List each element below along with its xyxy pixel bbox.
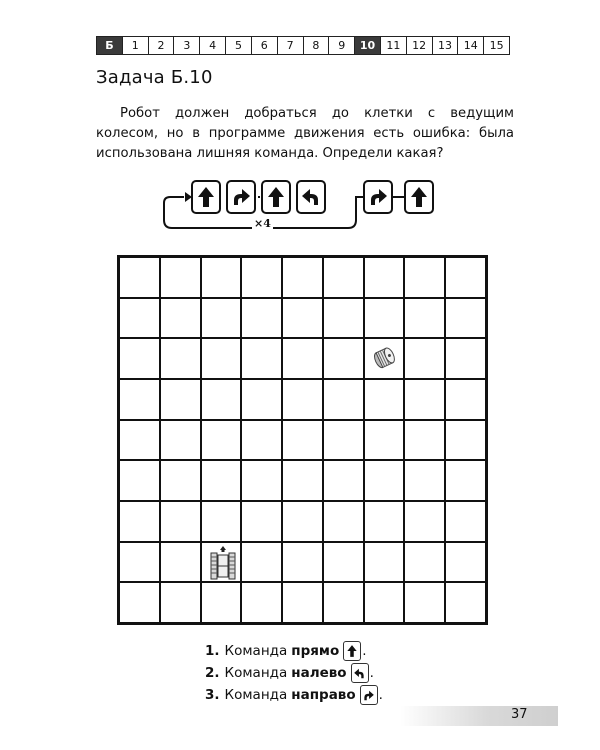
grid-cell: [241, 582, 282, 623]
grid-cell: [160, 460, 201, 501]
nav-item-current[interactable]: 10: [355, 37, 381, 54]
robot-program: [150, 170, 450, 240]
grid-cell: [323, 542, 364, 583]
program-command-right: [226, 180, 256, 214]
grid-cell: [445, 257, 486, 298]
grid-cell: [364, 582, 405, 623]
grid-cell: [119, 501, 160, 542]
right-turn-arrow-icon: [360, 685, 378, 705]
nav-item[interactable]: 5: [226, 37, 252, 54]
grid-cell: [445, 542, 486, 583]
grid-cell: [364, 298, 405, 339]
grid-cell: [160, 542, 201, 583]
option-keyword: направо: [291, 687, 356, 703]
grid-cell: [160, 501, 201, 542]
grid-cell: [282, 582, 323, 623]
grid-cell: [323, 582, 364, 623]
grid-cell: [282, 460, 323, 501]
option-number: 3.: [205, 687, 220, 703]
grid-cell: [201, 257, 242, 298]
robot-field-grid: [117, 255, 488, 625]
grid-cell: [364, 460, 405, 501]
grid-cell: [160, 338, 201, 379]
option-text: Команда: [224, 643, 288, 659]
grid-cell: [241, 338, 282, 379]
program-command-right: [363, 180, 393, 214]
nav-item[interactable]: 1: [123, 37, 149, 54]
grid-cell: [160, 582, 201, 623]
grid-cell: [282, 379, 323, 420]
grid-cell: [119, 582, 160, 623]
option-end: .: [378, 687, 383, 703]
option-number: 1.: [205, 643, 220, 659]
grid-cell: [445, 501, 486, 542]
nav-item[interactable]: 14: [458, 37, 484, 54]
grid-cell: [404, 582, 445, 623]
grid-cell: [241, 379, 282, 420]
nav-item[interactable]: 13: [433, 37, 459, 54]
grid-cell: [404, 257, 445, 298]
nav-item[interactable]: 4: [200, 37, 226, 54]
grid-cell: [364, 501, 405, 542]
grid-cell: [404, 501, 445, 542]
grid-cell: [119, 420, 160, 461]
grid-cell: [323, 420, 364, 461]
grid-cell-robot: [201, 542, 242, 583]
nav-item[interactable]: 7: [278, 37, 304, 54]
forward-arrow-icon: [266, 185, 286, 209]
grid-cell: [404, 542, 445, 583]
option-end: .: [369, 665, 374, 681]
grid-cell: [404, 460, 445, 501]
grid-cell: [160, 420, 201, 461]
grid-cell: [445, 379, 486, 420]
grid-cell: [364, 257, 405, 298]
grid-cell: [201, 338, 242, 379]
program-command-forward: [404, 180, 434, 214]
grid-cell: [201, 501, 242, 542]
grid-cell: [241, 501, 282, 542]
grid-cell: [282, 420, 323, 461]
grid-cell: [119, 338, 160, 379]
forward-arrow-icon: [196, 185, 216, 209]
nav-item[interactable]: 9: [329, 37, 355, 54]
grid-cell: [201, 582, 242, 623]
option-number: 2.: [205, 665, 220, 681]
right-turn-arrow-icon: [230, 186, 252, 208]
grid-cell: [241, 542, 282, 583]
drive-wheel-icon: [371, 345, 397, 371]
robot-icon: [208, 545, 238, 581]
nav-item[interactable]: 6: [252, 37, 278, 54]
left-turn-arrow-icon: [300, 186, 322, 208]
program-command-forward: [191, 180, 221, 214]
grid-cell: [445, 420, 486, 461]
grid-cell: [404, 379, 445, 420]
grid-cell: [119, 542, 160, 583]
nav-item[interactable]: 11: [381, 37, 407, 54]
grid-cell: [404, 420, 445, 461]
task-title: Задача Б.10: [96, 67, 213, 88]
grid-cell: [323, 501, 364, 542]
grid-cell-wheel: [364, 338, 405, 379]
grid-cell: [119, 257, 160, 298]
grid-cell: [282, 298, 323, 339]
task-text: Робот должен добраться до клетки с ведущим колесом, но в программе движения есть ошибка: была использована лишняя команда. Определи какая?: [96, 106, 514, 161]
option-keyword: прямо: [291, 643, 340, 659]
grid-cell: [282, 501, 323, 542]
grid-cell: [241, 257, 282, 298]
grid-cell: [201, 460, 242, 501]
grid-cell: [404, 338, 445, 379]
program-command-left: [296, 180, 326, 214]
grid-cell: [160, 379, 201, 420]
answer-options: [205, 640, 383, 706]
grid-cell: [119, 379, 160, 420]
grid-cell: [282, 257, 323, 298]
grid-cell: [364, 542, 405, 583]
grid-cell: [201, 298, 242, 339]
answer-option-1[interactable]: [205, 640, 383, 662]
grid-cell: [323, 460, 364, 501]
option-text: Команда: [224, 687, 288, 703]
option-keyword: налево: [291, 665, 347, 681]
grid-cell: [241, 298, 282, 339]
option-text: Команда: [224, 665, 288, 681]
grid-cell: [323, 257, 364, 298]
program-command-forward: [261, 180, 291, 214]
page-number: 37: [511, 707, 528, 722]
repeat-count-label: ×4: [254, 217, 271, 230]
grid-cell: [364, 379, 405, 420]
grid-cell: [241, 420, 282, 461]
grid-cell: [445, 460, 486, 501]
grid-cell: [445, 582, 486, 623]
grid-cell: [323, 298, 364, 339]
page-number-bar: [400, 706, 558, 726]
grid-cell: [241, 460, 282, 501]
grid-cell: [119, 298, 160, 339]
grid-cell: [282, 338, 323, 379]
grid-cell: [445, 298, 486, 339]
option-end: .: [362, 643, 367, 659]
grid-cell: [404, 298, 445, 339]
nav-item[interactable]: 8: [304, 37, 330, 54]
grid-cell: [201, 420, 242, 461]
grid-cell: [201, 379, 242, 420]
nav-section-label: Б: [97, 37, 123, 54]
nav-item[interactable]: 15: [484, 37, 509, 54]
forward-arrow-icon: [343, 641, 361, 661]
grid-cell: [160, 298, 201, 339]
left-turn-arrow-icon: [351, 663, 369, 683]
grid-cell: [364, 420, 405, 461]
answer-option-3[interactable]: [205, 684, 383, 706]
section-nav: [96, 36, 510, 55]
grid-cell: [282, 542, 323, 583]
grid-cell: [119, 460, 160, 501]
nav-item[interactable]: 2: [149, 37, 175, 54]
right-turn-arrow-icon: [367, 186, 389, 208]
nav-item[interactable]: 12: [407, 37, 433, 54]
grid-cell: [445, 338, 486, 379]
grid-cell: [323, 338, 364, 379]
grid-cell: [160, 257, 201, 298]
nav-item[interactable]: 3: [174, 37, 200, 54]
forward-arrow-icon: [409, 185, 429, 209]
grid-cell: [323, 379, 364, 420]
answer-option-2[interactable]: [205, 662, 383, 684]
